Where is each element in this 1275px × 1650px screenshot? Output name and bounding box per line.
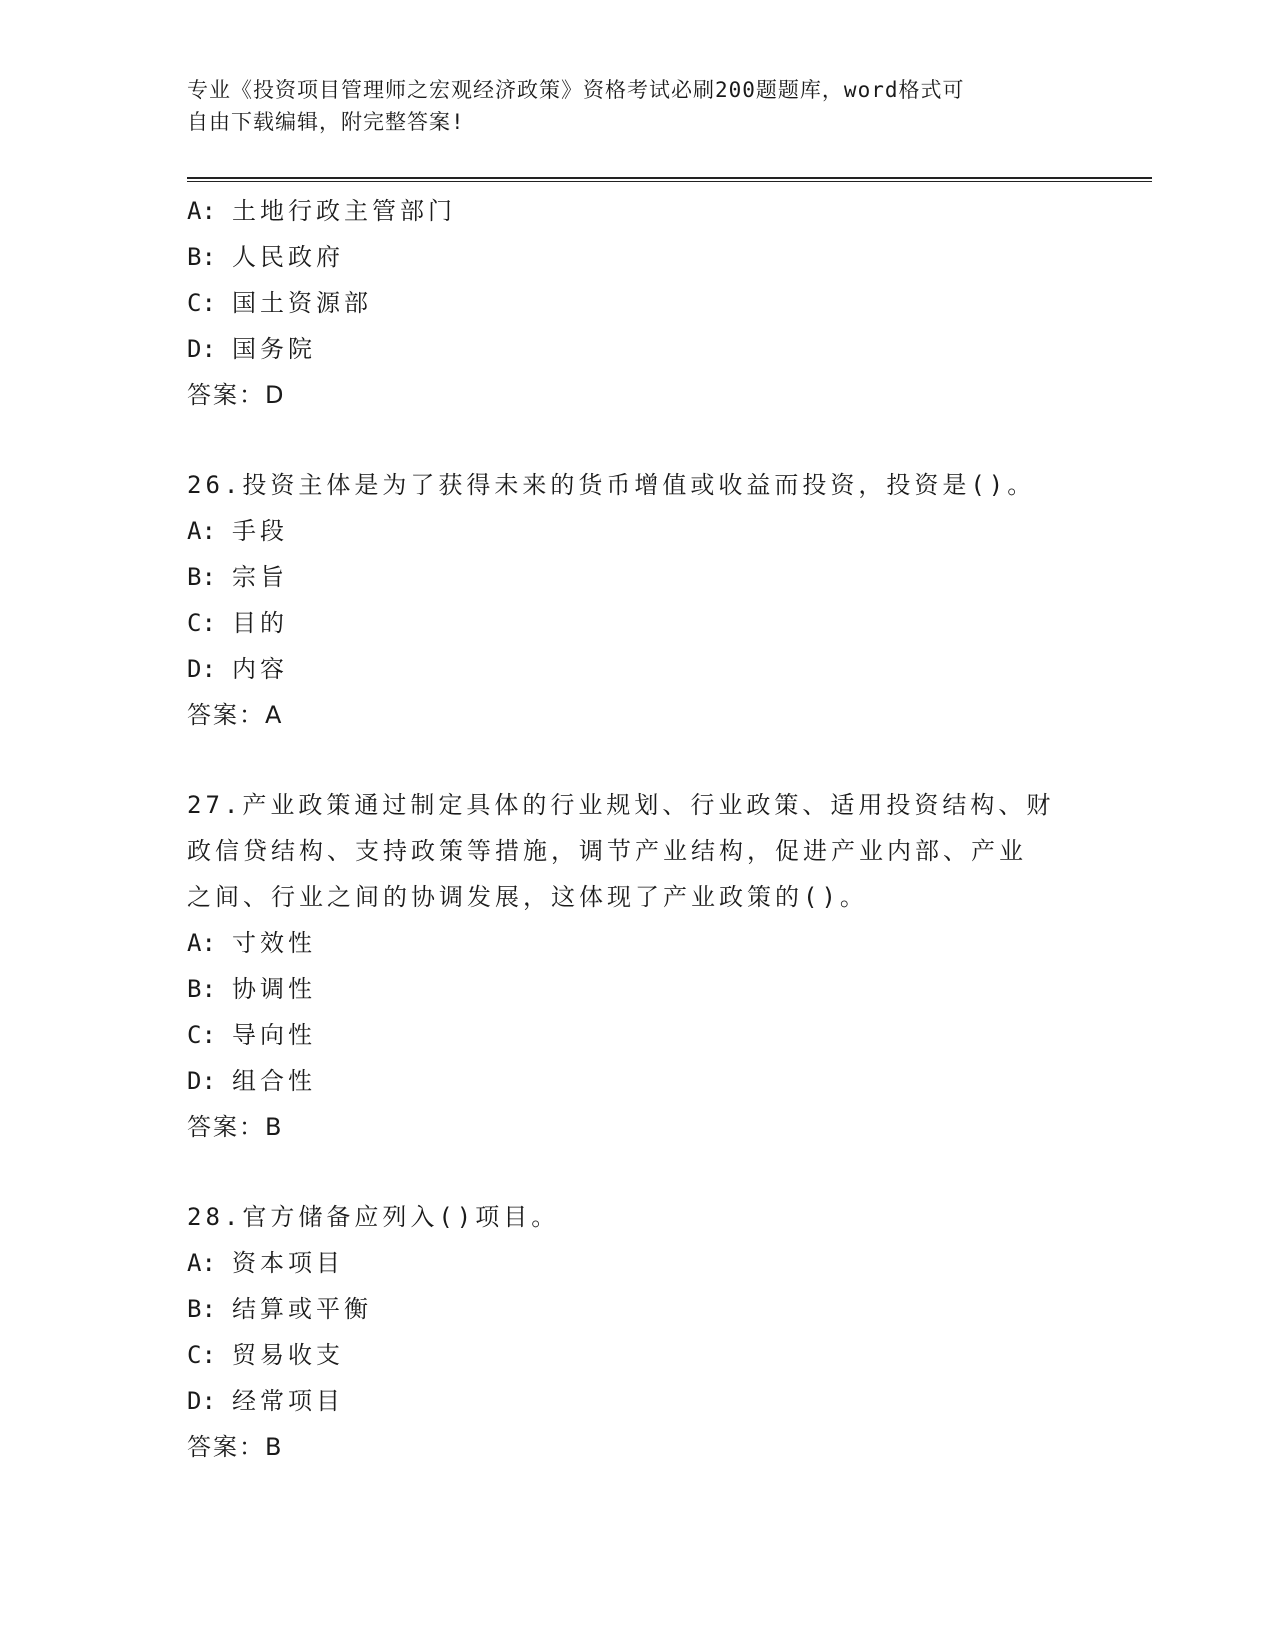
question-27 — [187, 782, 1087, 1150]
option-c: C: 贸易收支 — [187, 1341, 344, 1369]
option-b: B: 结算或平衡 — [187, 1295, 372, 1323]
option-c: C: 国土资源部 — [187, 289, 372, 317]
answer: 答案：B — [187, 1113, 284, 1141]
spacer — [187, 1150, 1087, 1194]
option-d: D: 组合性 — [187, 1067, 316, 1095]
answer: 答案：D — [187, 381, 286, 409]
answer: 答案：B — [187, 1433, 284, 1461]
option-a: A: 资本项目 — [187, 1249, 344, 1277]
option-b: B: 宗旨 — [187, 563, 288, 591]
option-d: D: 经常项目 — [187, 1387, 344, 1415]
option-b: B: 人民政府 — [187, 243, 344, 271]
option-d: D: 国务院 — [187, 335, 316, 363]
question-text-line-2: 政信贷结构、支持政策等措施，调节产业结构，促进产业内部、产业 — [187, 837, 1027, 865]
document-header — [187, 74, 1087, 138]
option-b: B: 协调性 — [187, 975, 316, 1003]
question-text: 28.官方储备应列入()项目。 — [187, 1203, 560, 1231]
header-divider — [187, 177, 1152, 182]
question-text-line-3: 之间、行业之间的协调发展，这体现了产业政策的()。 — [187, 883, 868, 911]
question-text: 26.投资主体是为了获得未来的货币增值或收益而投资，投资是()。 — [187, 471, 1036, 499]
option-a: A: 手段 — [187, 517, 288, 545]
header-line-1: 专业《投资项目管理师之宏观经济政策》资格考试必刷200题题库，word格式可 — [187, 78, 965, 102]
spacer — [187, 738, 1087, 782]
option-d: D: 内容 — [187, 655, 288, 683]
option-c: C: 导向性 — [187, 1021, 316, 1049]
answer: 答案：A — [187, 701, 284, 729]
spacer — [187, 418, 1087, 462]
option-c: C: 目的 — [187, 609, 288, 637]
question-25 — [187, 188, 1087, 418]
option-a: A: 寸效性 — [187, 929, 316, 957]
question-text-line-1: 27.产业政策通过制定具体的行业规划、行业政策、适用投资结构、财 — [187, 791, 1055, 819]
question-28 — [187, 1194, 1087, 1470]
question-26 — [187, 462, 1087, 738]
option-a: A: 土地行政主管部门 — [187, 197, 456, 225]
question-list — [187, 188, 1087, 1470]
header-line-2: 自由下载编辑，附完整答案! — [187, 110, 465, 134]
